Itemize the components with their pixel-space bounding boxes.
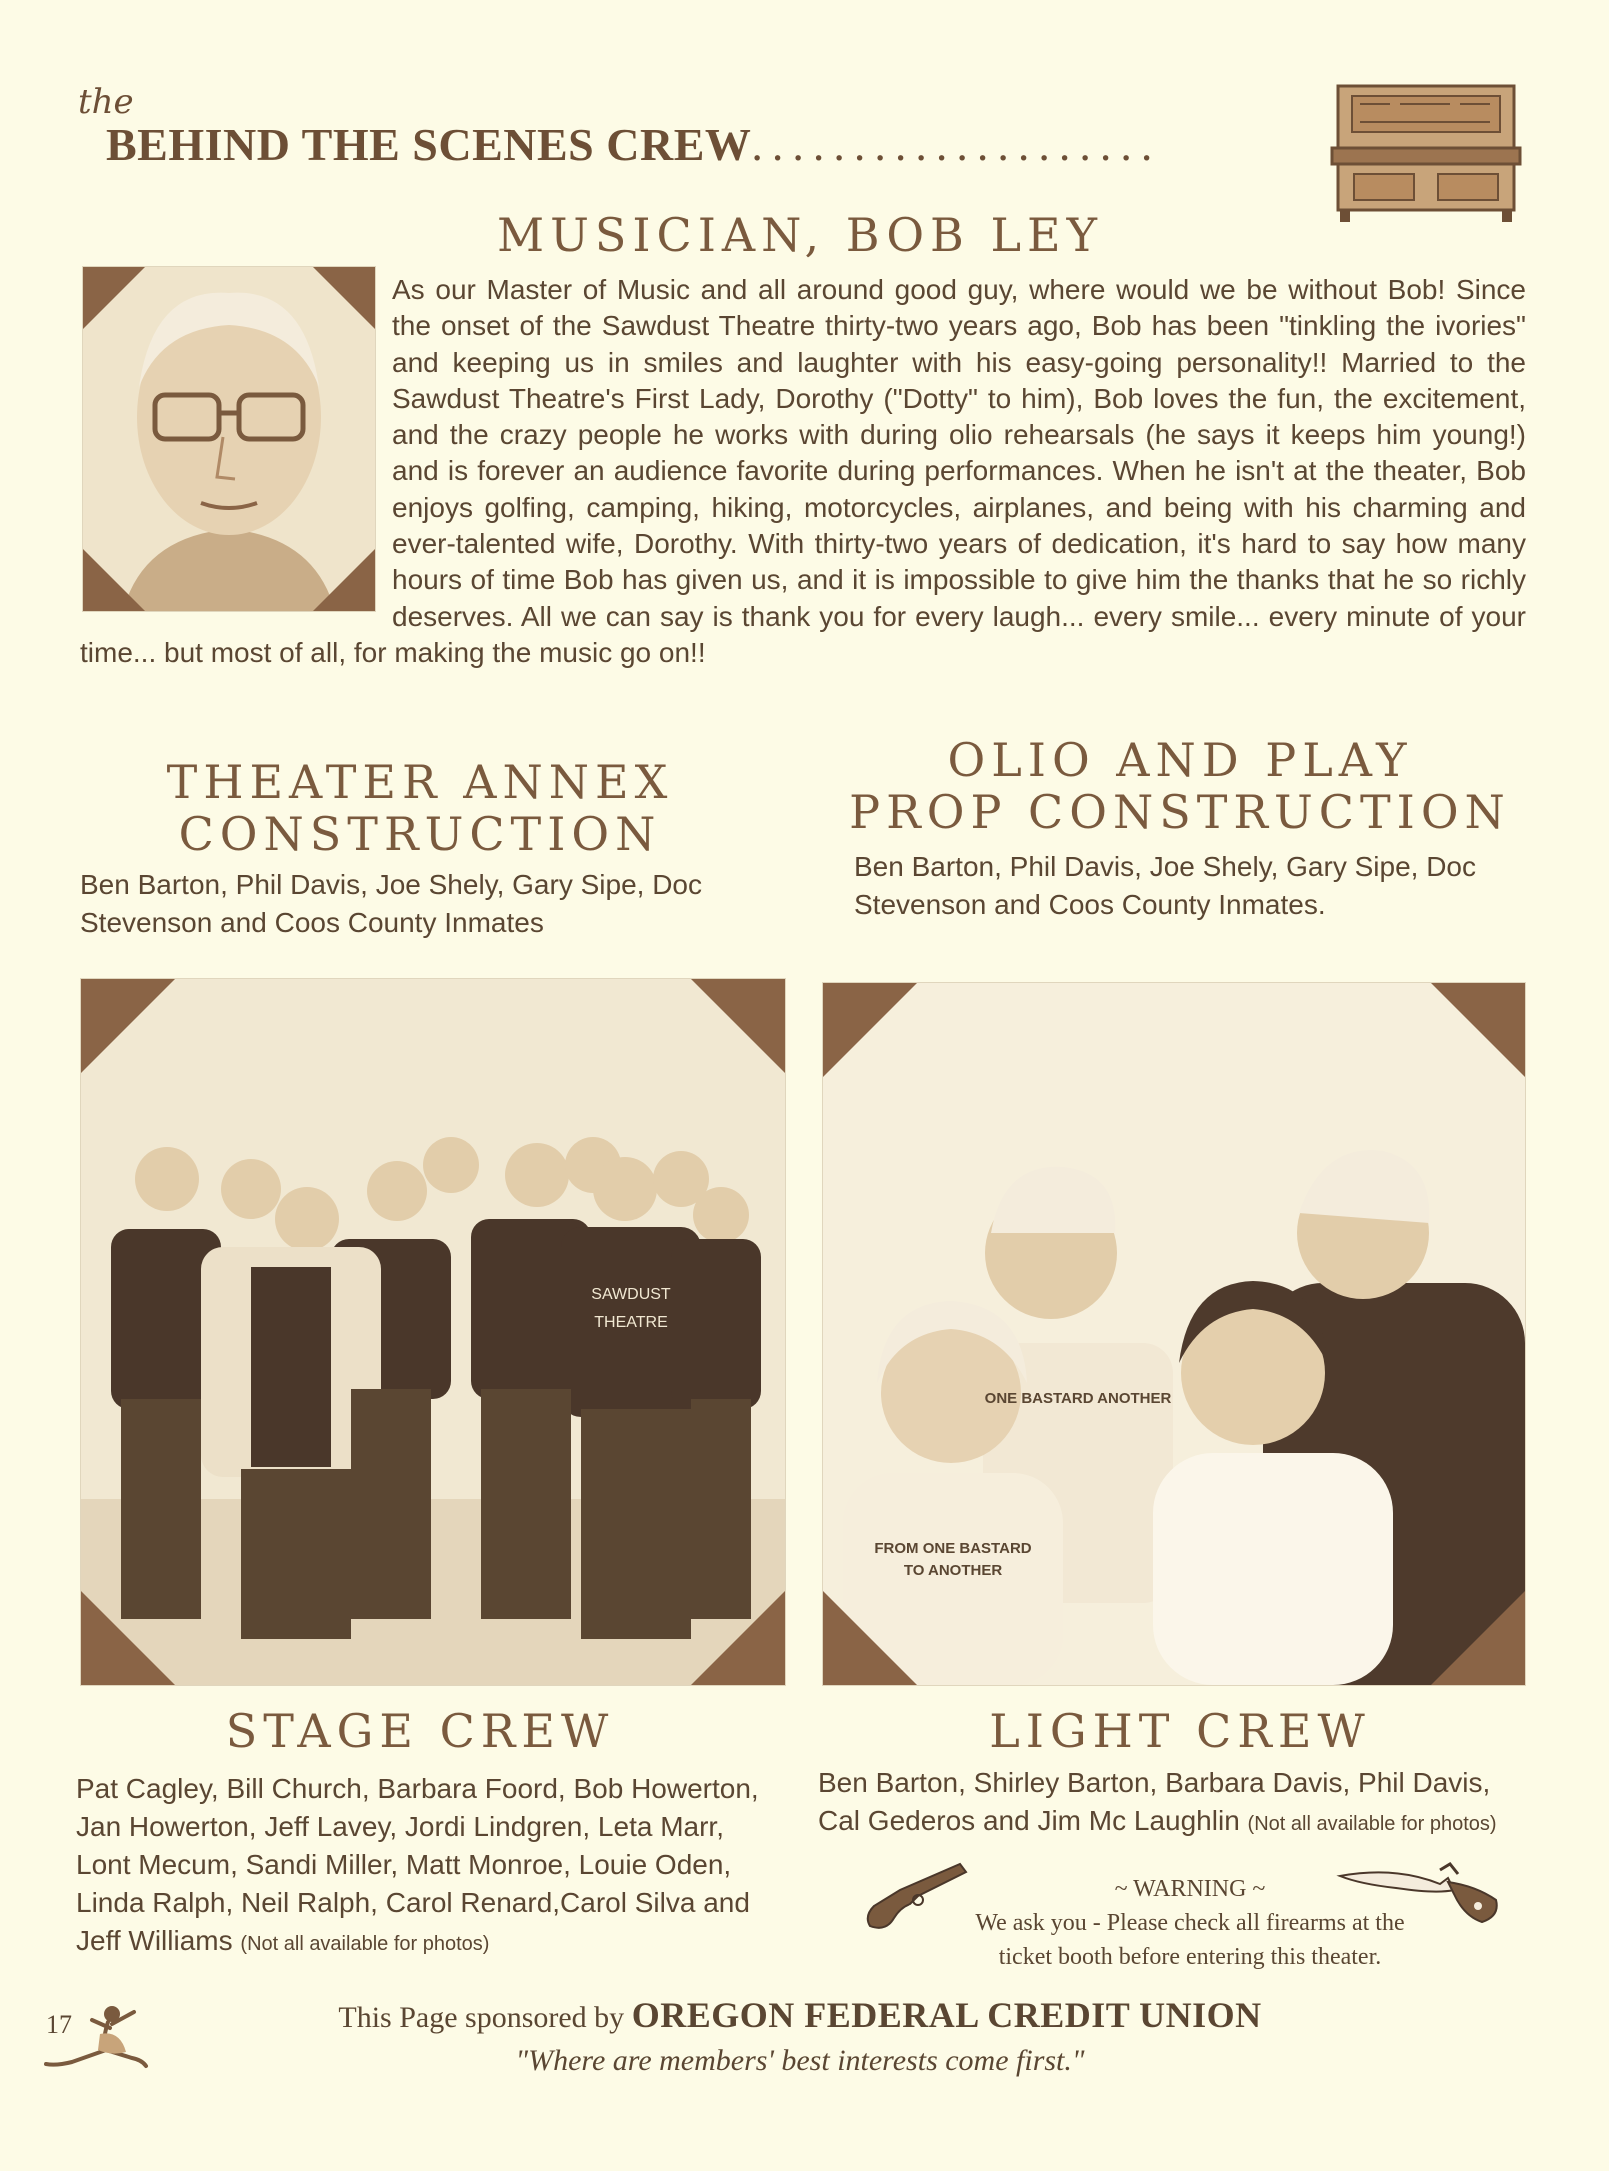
olio-heading-line2: PROP CONSTRUCTION	[849, 785, 1511, 839]
olio-heading-line1: OLIO AND PLAY	[947, 733, 1413, 787]
photo-corner-br	[691, 1591, 785, 1685]
photo-corner-br	[1431, 1591, 1525, 1685]
light-crew-photo	[822, 982, 1526, 1686]
photo-corner-bl	[81, 1591, 175, 1685]
page-number: 17	[46, 2010, 72, 2039]
light-shirt-text-2: TO ANOTHER	[903, 1562, 1003, 1579]
photo-corner-tl	[823, 983, 917, 1077]
sponsor-prefix: This Page sponsored by	[338, 2001, 625, 2034]
stage-crew-names	[76, 1770, 776, 1963]
stage-shirt-text-2: THEATRE	[594, 1314, 668, 1331]
light-crew-note: (Not all available for photos)	[1247, 1813, 1497, 1835]
warning-line2: ticket booth before entering this theater.	[998, 1944, 1382, 1970]
sponsor-line	[200, 1994, 1400, 2036]
page-title-text: BEHIND THE SCENES CREW	[106, 119, 752, 170]
dancer-icon	[42, 2000, 154, 2074]
stage-crew-names-text: Pat Cagley, Bill Church, Barbara Foord, Bob Howerton, Jan Howerton, Jeff Lavey, Jordi Lindgren, Leta Marr, Lont Mecum, Sandi Miller, Matt Monroe, Louie Oden, Linda Ralph, Neil Ralph, Carol Renard,Carol Silva and Jeff Williams	[76, 1773, 759, 1956]
page-title	[106, 118, 1161, 171]
light-shirt-text-3: ONE BASTARD ANOTHER	[984, 1390, 1172, 1407]
stage-shirt-text-1: SAWDUST	[591, 1286, 671, 1303]
annex-names: Ben Barton, Phil Davis, Joe Shely, Gary Sipe, Doc Stevenson and Coos County Inmates	[80, 869, 702, 938]
olio-heading	[830, 734, 1530, 838]
sponsor-name: OREGON FEDERAL CREDIT UNION	[631, 1995, 1262, 2035]
musician-heading: MUSICIAN, BOB LEY	[497, 208, 1103, 262]
piano-icon	[1330, 82, 1522, 224]
photo-corner-tr	[691, 979, 785, 1073]
stage-crew-note: (Not all available for photos)	[240, 1933, 490, 1955]
musician-bio	[80, 272, 1526, 671]
warning-title: ~ WARNING ~	[1114, 1876, 1266, 1902]
header-the: the	[78, 82, 134, 122]
light-crew-illustration	[823, 983, 1525, 1685]
knife-icon	[1336, 1860, 1506, 1930]
light-crew-names-text: Ben Barton, Shirley Barton, Barbara Davis, Phil Davis, Cal Gederos and Jim Mc Laughlin	[818, 1767, 1491, 1836]
light-crew-heading: LIGHT CREW	[989, 1704, 1371, 1758]
annex-heading-line2: CONSTRUCTION	[178, 807, 662, 861]
warning-line1: We ask you - Please check all firearms at the	[975, 1910, 1405, 1936]
photo-corner-bl	[823, 1591, 917, 1685]
annex-heading-line1: THEATER ANNEX	[166, 755, 674, 809]
photo-spacer	[80, 272, 392, 624]
stage-crew-illustration	[81, 979, 785, 1685]
annex-heading	[70, 756, 770, 860]
olio-names: Ben Barton, Phil Davis, Joe Shely, Gary Sipe, Doc Stevenson and Coos County Inmates.	[854, 851, 1476, 920]
sponsor-tagline: "Where are members' best interests come first."	[515, 2044, 1085, 2077]
photo-corner-tl	[81, 979, 175, 1073]
title-leader-dots: ....................	[751, 119, 1162, 170]
stage-crew-photo	[80, 978, 786, 1686]
light-shirt-text-1: FROM ONE BASTARD	[874, 1540, 1032, 1557]
stage-crew-heading: STAGE CREW	[225, 1704, 615, 1758]
musician-bio-text: As our Master of Music and all around good guy, where would we be without Bob! Since the onset of the Sawdust Theatre thirty-two years ago, Bob has been "tinkling the ivories" and keeping us in smiles and laughter with his easy-going personality!! Married to the Sawdust Theatre's First Lady, Dorothy ("Dotty" to him), Bob loves the fun, the excitement, and the crazy people he works with during olio rehearsals (he says it keeps him young!) and is forever an audience favorite during performances. When he isn't at the theater, Bob enjoys golfing, camping, hiking, motorcycles, airplanes, and being with his charming and ever-talented wife, Dorothy. With thirty-two years of dedication, it's hard to say how many hours of time Bob has given us, and it is impossible to give him the thanks that he so richly deserves. All we can say is thank you for every laugh... every smile... every minute of your time... but most of all, for making the music go on!!	[80, 274, 1526, 668]
photo-corner-tr	[1431, 983, 1525, 1077]
light-crew-names	[818, 1764, 1538, 1843]
